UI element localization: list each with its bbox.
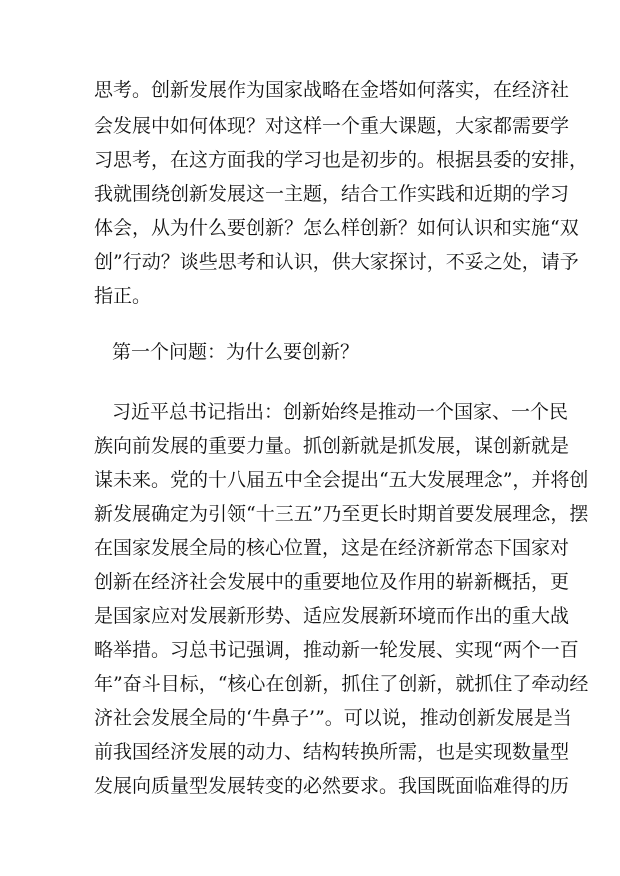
text-line: 习近平总书记指出：创新始终是推动一个国家、一个民 — [112, 401, 569, 423]
text-line: 济社会发展全局的‘牛鼻子’”。可以说，推动创新发展是当 — [94, 707, 572, 729]
text-line: 指正。 — [94, 285, 152, 307]
text-line: 发展向质量型发展转变的必然要求。我国既面临难得的历 — [94, 775, 570, 797]
text-line: 思考。创新发展作为国家战略在金塔如何落实，在经济社 — [94, 79, 570, 101]
section-heading: 第一个问题：为什么要创新？ — [112, 341, 360, 363]
text-line: 创”行动？谈些思考和认识，供大家探讨，不妥之处，请予 — [94, 251, 579, 273]
text-line: 体会，从为什么要创新？怎么样创新？如何认识和实施“双 — [94, 217, 579, 239]
text-line: 是国家应对发展新形势、适应发展新环境而作出的重大战 — [94, 605, 570, 627]
text-line: 略举措。习总书记强调，推动新一轮发展、实现“两个一百 — [94, 639, 579, 661]
text-line: 谋未来。党的十八届五中全会提出“五大发展理念”，并将创 — [94, 469, 589, 491]
text-line: 新发展确定为引领“十三五”乃至更长时期首要发展理念，摆 — [94, 503, 589, 525]
text-line: 创新在经济社会发展中的重要地位及作用的崭新概括，更 — [94, 571, 570, 593]
text-line: 年”奋斗目标，“核心在创新，抓住了创新，就抓住了牵动经 — [94, 673, 589, 695]
text-line: 习思考，在这方面我的学习也是初步的。根据县委的安排， — [94, 149, 589, 171]
text-line: 在国家发展全局的核心位置，这是在经济新常态下国家对 — [94, 537, 570, 559]
text-line: 族向前发展的重要力量。抓创新就是抓发展，谋创新就是 — [94, 435, 570, 457]
text-line: 会发展中如何体现？对这样一个重大课题，大家都需要学 — [94, 115, 570, 137]
text-line: 我就围绕创新发展这一主题，结合工作实践和近期的学习 — [94, 183, 570, 205]
text-line: 前我国经济发展的动力、结构转换所需，也是实现数量型 — [94, 741, 570, 763]
